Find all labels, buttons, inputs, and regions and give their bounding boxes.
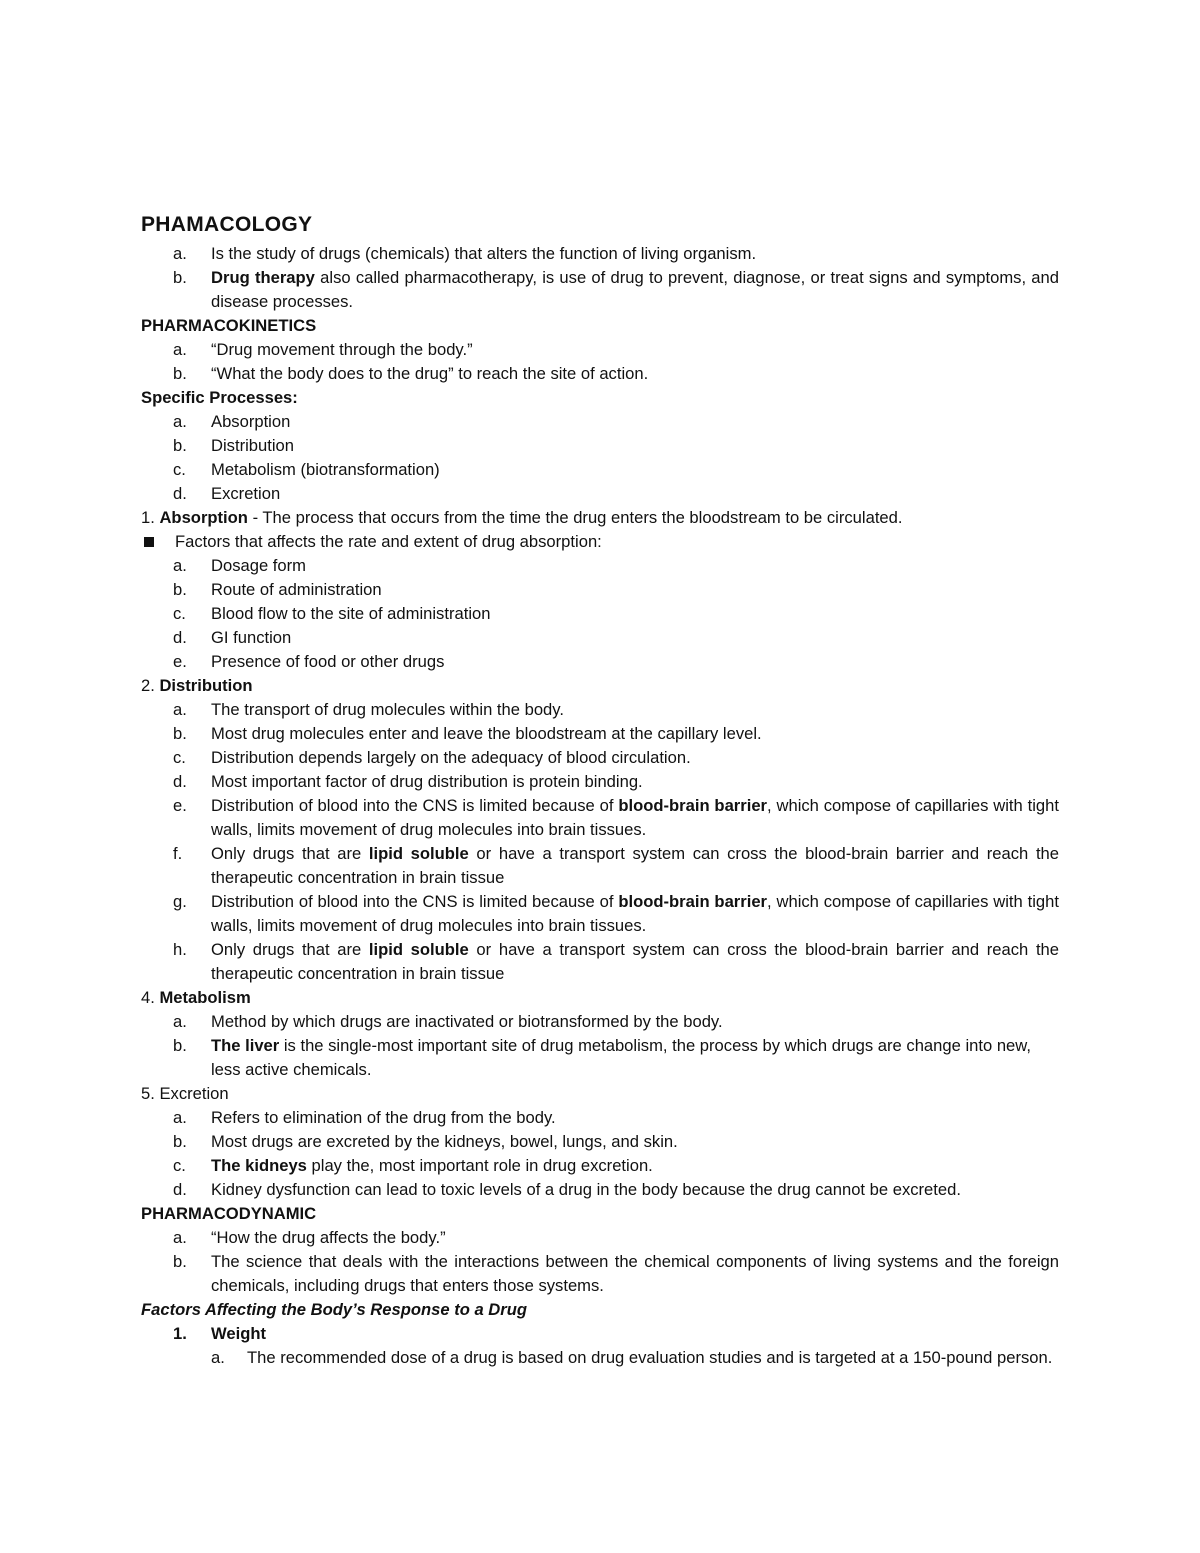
list-marker: d. xyxy=(173,772,187,791)
list-item xyxy=(141,338,1059,362)
section-heading-pharmacodynamic: PHARMACODYNAMIC xyxy=(141,1204,317,1223)
list-item-text: or have a transport system can cross the blood-brain barrier and reach the therapeutic concentration in brain tissue xyxy=(211,844,1060,887)
list-item xyxy=(141,1226,1059,1250)
section-number: 4. xyxy=(141,988,160,1007)
bold-term: lipid soluble xyxy=(368,940,469,959)
list-item-text: Distribution depends largely on the adequacy of blood circulation. xyxy=(211,748,691,767)
list-item-text: Absorption xyxy=(211,412,291,431)
list-item xyxy=(141,1154,1059,1178)
list-marker: a. xyxy=(211,1348,225,1367)
list-item xyxy=(141,1130,1059,1154)
list-item xyxy=(141,458,1059,482)
list-item-text: Most important factor of drug distribution is protein binding. xyxy=(211,772,643,791)
list-marker: c. xyxy=(173,460,186,479)
list-marker: g. xyxy=(173,892,187,911)
list-marker: b. xyxy=(173,1132,187,1151)
list-item xyxy=(141,1034,1059,1082)
list-item xyxy=(141,770,1059,794)
bullet-item-text: Factors that affects the rate and extent of drug absorption: xyxy=(175,532,602,551)
list-marker: c. xyxy=(173,748,186,767)
section-heading-pharmacokinetics: PHARMACOKINETICS xyxy=(141,316,317,335)
list-item-text: Only drugs that are xyxy=(211,844,369,863)
list-item-text: Route of administration xyxy=(211,580,382,599)
list-item-text: Distribution of blood into the CNS is limited because of xyxy=(211,796,619,815)
bold-term: blood-brain barrier xyxy=(618,796,768,815)
list-marker: b. xyxy=(173,436,187,455)
bold-term: blood-brain barrier xyxy=(618,892,768,911)
list-marker: b. xyxy=(173,1036,187,1055)
list-marker: d. xyxy=(173,484,187,503)
list-item-text: also called pharmacotherapy, is use of drug to prevent, diagnose, or treat signs and symptoms, and disease processes. xyxy=(211,268,1059,311)
list-item-text: Dosage form xyxy=(211,556,306,575)
list-marker: c. xyxy=(173,1156,186,1175)
list-item xyxy=(141,434,1059,458)
list-item-text: “Drug movement through the body.” xyxy=(211,340,473,359)
list-marker: d. xyxy=(173,628,187,647)
list-item xyxy=(141,650,1059,674)
list-item xyxy=(141,1178,1059,1202)
section-number: 1. xyxy=(141,508,160,527)
list-item-text: GI function xyxy=(211,628,292,647)
bold-term: The kidneys xyxy=(211,1156,307,1175)
list-marker: f. xyxy=(173,844,183,863)
bold-term: lipid soluble xyxy=(368,844,469,863)
list-item-text: Most drugs are excreted by the kidneys, bowel, lungs, and skin. xyxy=(211,1132,678,1151)
list-marker: h. xyxy=(173,940,187,959)
list-marker: b. xyxy=(173,364,187,383)
list-marker: a. xyxy=(173,1228,187,1247)
section-number: 2. xyxy=(141,676,160,695)
list-item xyxy=(141,938,1059,986)
list-item-text: Kidney dysfunction can lead to toxic levels of a drug in the body because the drug cannot be excreted. xyxy=(211,1180,961,1199)
section-text: - The process that occurs from the time the drug enters the bloodstream to be circulated. xyxy=(247,508,903,527)
list-item-text: Only drugs that are xyxy=(211,940,369,959)
list-item xyxy=(141,602,1059,626)
list-marker: b. xyxy=(173,580,187,599)
list-item xyxy=(141,842,1059,890)
list-marker: b. xyxy=(173,268,187,287)
list-marker: e. xyxy=(173,796,187,815)
subheading-text: Weight xyxy=(211,1324,266,1343)
list-item xyxy=(141,746,1059,770)
square-bullet-icon xyxy=(144,537,154,547)
list-item xyxy=(141,626,1059,650)
page-title: PHAMACOLOGY xyxy=(141,213,313,236)
list-item xyxy=(141,242,1059,266)
list-marker: b. xyxy=(173,724,187,743)
document-body xyxy=(141,210,1059,1370)
numbered-subheading xyxy=(141,1322,1059,1346)
list-item-text: Metabolism (biotransformation) xyxy=(211,460,440,479)
list-item-text: Distribution xyxy=(211,436,295,455)
list-marker: d. xyxy=(173,1180,187,1199)
list-item-text: Method by which drugs are inactivated or biotransformed by the body. xyxy=(211,1012,723,1031)
bold-term: Distribution xyxy=(159,676,253,695)
list-item xyxy=(141,890,1059,938)
bold-term: Drug therapy xyxy=(211,268,315,287)
section-heading-metabolism xyxy=(141,986,1059,1010)
section-heading-factors: Factors Affecting the Body’s Response to a Drug xyxy=(141,1300,528,1319)
list-item xyxy=(141,410,1059,434)
list-item-text: Presence of food or other drugs xyxy=(211,652,445,671)
list-item-text: The science that deals with the interactions between the chemical components of living systems and the foreign chemicals, including drugs that enters those systems. xyxy=(211,1252,1059,1295)
bullet-item xyxy=(141,530,1059,554)
list-item-text: Is the study of drugs (chemicals) that alters the function of living organism. xyxy=(211,244,757,263)
list-item-text: play the, most important role in drug excretion. xyxy=(306,1156,653,1175)
list-item-text: , which compose of capillaries with tight walls, limits movement of drug molecules into brain tissues. xyxy=(211,796,1059,839)
list-item xyxy=(141,266,1059,314)
list-item-text: “How the drug affects the body.” xyxy=(211,1228,446,1247)
list-marker: a. xyxy=(173,556,187,575)
list-marker: a. xyxy=(173,1108,187,1127)
bold-term: Absorption xyxy=(159,508,248,527)
list-marker: a. xyxy=(173,244,187,263)
list-marker: 1. xyxy=(173,1324,187,1343)
list-item xyxy=(141,722,1059,746)
list-marker: b. xyxy=(173,1252,187,1271)
list-item xyxy=(141,554,1059,578)
list-item-text: Distribution of blood into the CNS is limited because of xyxy=(211,892,619,911)
list-item-text: or have a transport system can cross the blood-brain barrier and reach the therapeutic concentration in brain tissue xyxy=(211,940,1060,983)
list-item xyxy=(141,1250,1059,1298)
bold-term: The liver xyxy=(211,1036,280,1055)
list-item-text: “What the body does to the drug” to reach the site of action. xyxy=(211,364,649,383)
list-item xyxy=(141,482,1059,506)
list-item xyxy=(141,794,1059,842)
list-item xyxy=(141,1346,1059,1370)
list-item-text: , which compose of capillaries with tight walls, limits movement of drug molecules into brain tissues. xyxy=(211,892,1059,935)
section-heading-specific-processes: Specific Processes: xyxy=(141,388,298,407)
section-heading-distribution xyxy=(141,674,1059,698)
list-item-text: Blood flow to the site of administration xyxy=(211,604,491,623)
list-item xyxy=(141,1106,1059,1130)
list-marker: c. xyxy=(173,604,186,623)
list-item-text: is the single-most important site of drug metabolism, the process by which drugs are change into new, less active chemicals. xyxy=(211,1036,1031,1079)
list-item-text: The transport of drug molecules within the body. xyxy=(211,700,564,719)
list-item xyxy=(141,362,1059,386)
list-marker: a. xyxy=(173,700,187,719)
section-heading-absorption xyxy=(141,506,1059,530)
bold-term: Metabolism xyxy=(159,988,251,1007)
list-item-text: The recommended dose of a drug is based on drug evaluation studies and is targeted at a 150-pound person. xyxy=(247,1348,1053,1367)
list-marker: e. xyxy=(173,652,187,671)
list-marker: a. xyxy=(173,412,187,431)
section-heading-excretion: 5. Excretion xyxy=(141,1084,229,1103)
list-item xyxy=(141,1010,1059,1034)
list-marker: a. xyxy=(173,340,187,359)
list-marker: a. xyxy=(173,1012,187,1031)
list-item-text: Most drug molecules enter and leave the bloodstream at the capillary level. xyxy=(211,724,762,743)
list-item xyxy=(141,698,1059,722)
list-item-text: Excretion xyxy=(211,484,281,503)
list-item-text: Refers to elimination of the drug from the body. xyxy=(211,1108,556,1127)
list-item xyxy=(141,578,1059,602)
